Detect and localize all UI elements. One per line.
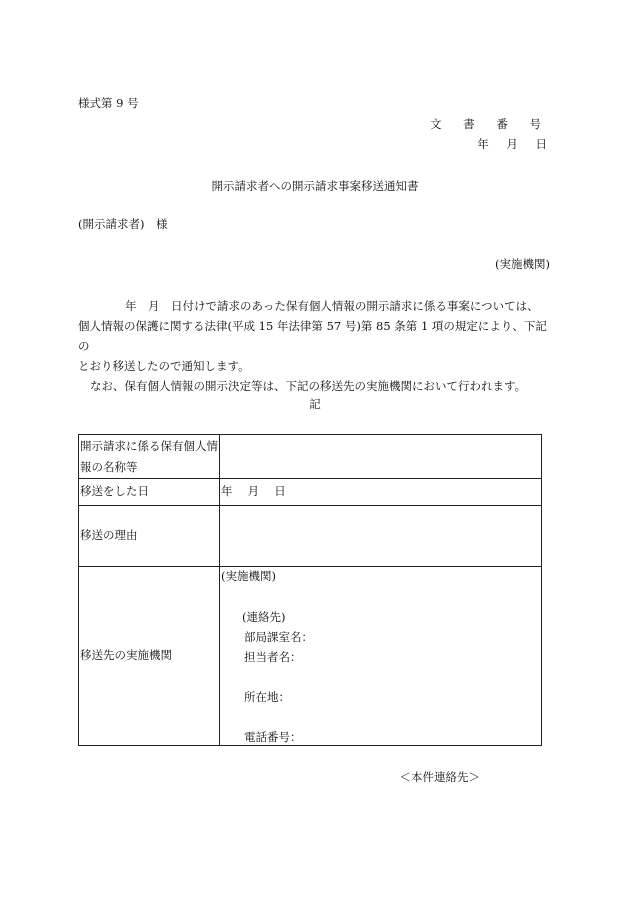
body-line-1: 年 月 日付けで請求のあった保有個人情報の開示請求に係る事案については、 bbox=[125, 299, 539, 313]
dest-phone: 電話番号： bbox=[244, 730, 302, 744]
body-line-3: とおり移送したので通知します。 bbox=[78, 359, 250, 373]
dest-agency: (実施機関) bbox=[221, 569, 276, 583]
notice-body bbox=[78, 296, 553, 396]
transfer-date-label: 移送をした日 bbox=[79, 479, 220, 506]
destination-agency-label: 移送先の実施機関 bbox=[79, 567, 220, 746]
table-row bbox=[79, 479, 542, 506]
table-row bbox=[79, 506, 542, 567]
info-name-label: 開示請求に係る保有個人情報の名称等 bbox=[79, 435, 220, 479]
issuing-agency: (実施機関) bbox=[495, 257, 550, 271]
contact-footer: ＜本件連絡先＞ bbox=[399, 770, 480, 784]
requester-addressee: (開示請求者) 様 bbox=[78, 217, 168, 231]
ki-heading: 記 bbox=[309, 397, 321, 411]
info-name-value bbox=[220, 435, 542, 479]
dest-person: 担当者名： bbox=[244, 650, 302, 664]
transfer-details-table bbox=[78, 434, 542, 746]
dest-department: 部局課室名： bbox=[244, 630, 313, 644]
document-number-label: 文 書 番 号 bbox=[430, 117, 550, 131]
document-date: 年 月 日 bbox=[477, 137, 550, 151]
transfer-reason-label: 移送の理由 bbox=[79, 506, 220, 567]
dest-contact: (連絡先) bbox=[242, 610, 286, 624]
destination-agency-cell bbox=[220, 567, 542, 746]
body-line-2: 個人情報の保護に関する法律(平成 15 年法律第 57 号)第 85 条第 1 項の規定により、下記の bbox=[78, 319, 547, 353]
dest-address: 所在地： bbox=[244, 690, 290, 704]
document-title: 開示請求者への開示請求事案移送通知書 bbox=[211, 179, 419, 193]
transfer-date-value: 年 月 日 bbox=[220, 479, 542, 506]
table-row bbox=[79, 567, 542, 746]
transfer-reason-value bbox=[220, 506, 542, 567]
table-row bbox=[79, 435, 542, 479]
body-line-4: なお、保有個人情報の開示決定等は、下記の移送先の実施機関において行われます。 bbox=[90, 379, 527, 393]
form-number: 様式第 9 号 bbox=[78, 96, 139, 110]
